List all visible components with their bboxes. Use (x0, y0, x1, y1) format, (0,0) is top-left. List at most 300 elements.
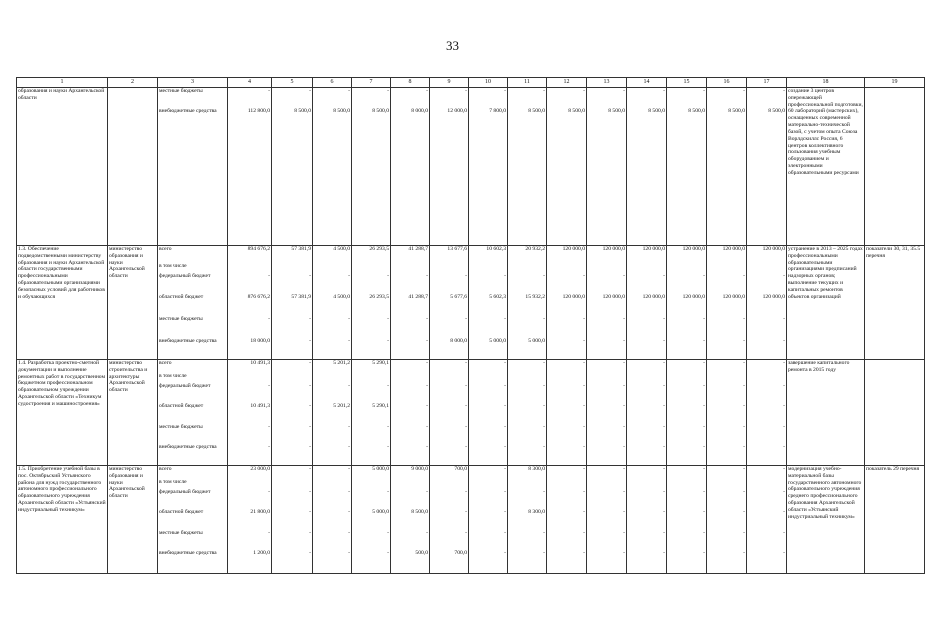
indicator-link-cell (865, 360, 925, 466)
amount-cell: - (587, 466, 627, 479)
amount-cell: - (627, 338, 667, 360)
amount-cell: 9 000,0 (391, 466, 430, 479)
amount-cell: - (587, 360, 627, 373)
column-header: 6 (313, 78, 352, 88)
amount-cell (667, 263, 707, 273)
amount-cell: - (352, 424, 391, 444)
amount-cell: - (272, 489, 313, 509)
amount-cell (587, 373, 627, 383)
amount-cell: - (667, 424, 707, 444)
amount-cell: - (508, 530, 547, 550)
amount-cell: - (587, 550, 627, 574)
amount-cell: 8 500,0 (707, 108, 747, 246)
amount-cell (547, 373, 587, 383)
amount-cell (272, 373, 313, 383)
funding-source-cell: местные бюджеты (158, 88, 228, 108)
amount-cell: - (747, 316, 787, 338)
amount-cell: - (547, 424, 587, 444)
amount-cell: - (747, 88, 787, 108)
amount-cell: - (352, 444, 391, 466)
amount-cell: 120 000,0 (547, 294, 587, 316)
amount-cell (228, 479, 272, 489)
amount-cell: - (747, 466, 787, 479)
funding-source-cell: внебюджетные средства (158, 444, 228, 466)
column-header: 13 (587, 78, 627, 88)
amount-cell (469, 479, 508, 489)
amount-cell: - (707, 316, 747, 338)
amount-cell: - (747, 424, 787, 444)
amount-cell: 120 000,0 (747, 246, 787, 263)
responsible-cell: министерство образования и науки Архангельской области (108, 466, 158, 574)
amount-cell: - (627, 316, 667, 338)
amount-cell: - (352, 273, 391, 294)
amount-cell: - (627, 444, 667, 466)
amount-cell: 120 000,0 (547, 246, 587, 263)
amount-cell: - (547, 316, 587, 338)
amount-cell: - (272, 383, 313, 403)
amount-cell: - (508, 88, 547, 108)
amount-cell: - (352, 383, 391, 403)
expected-result-cell: устранение в 2013 – 2025 годах профессиональными образовательными организациями предписаний надзорных органов; выполнение текущих и капитальных ремонтов объектов организаций (787, 246, 865, 360)
amount-cell (272, 263, 313, 273)
amount-cell: - (707, 530, 747, 550)
amount-cell (228, 263, 272, 273)
column-header: 18 (787, 78, 865, 88)
amount-cell: - (667, 403, 707, 424)
amount-cell (627, 479, 667, 489)
funding-source-cell: в том числе (158, 263, 228, 273)
amount-cell (508, 479, 547, 489)
amount-cell: - (707, 509, 747, 530)
table-row (17, 246, 925, 263)
amount-cell (272, 479, 313, 489)
amount-cell: - (228, 273, 272, 294)
amount-cell: - (430, 383, 469, 403)
amount-cell: 26 293,5 (352, 246, 391, 263)
amount-cell (391, 373, 430, 383)
amount-cell: - (667, 466, 707, 479)
amount-cell: - (508, 360, 547, 373)
amount-cell: - (391, 403, 430, 424)
amount-cell: 8 500,0 (547, 108, 587, 246)
amount-cell: 120 000,0 (707, 294, 747, 316)
amount-cell: 13 677,6 (430, 246, 469, 263)
amount-cell: - (627, 403, 667, 424)
amount-cell: 5 290,1 (352, 360, 391, 373)
amount-cell: 5 602,3 (469, 294, 508, 316)
amount-cell: 8 500,0 (587, 108, 627, 246)
column-header: 1 (17, 78, 108, 88)
amount-cell (667, 373, 707, 383)
amount-cell: - (272, 424, 313, 444)
amount-cell: - (469, 360, 508, 373)
funding-source-cell: внебюджетные средства (158, 108, 228, 246)
amount-cell: - (430, 273, 469, 294)
amount-cell: - (313, 466, 352, 479)
amount-cell: - (587, 424, 627, 444)
amount-cell: 120 000,0 (747, 294, 787, 316)
amount-cell: - (627, 550, 667, 574)
amount-cell (352, 263, 391, 273)
amount-cell (469, 263, 508, 273)
amount-cell: 5 000,0 (469, 338, 508, 360)
amount-cell: - (508, 383, 547, 403)
amount-cell: - (707, 444, 747, 466)
amount-cell: - (667, 550, 707, 574)
table-row (17, 360, 925, 373)
amount-cell: - (272, 316, 313, 338)
amount-cell: 20 932,2 (508, 246, 547, 263)
amount-cell: - (707, 360, 747, 373)
amount-cell: - (547, 466, 587, 479)
column-header: 10 (469, 78, 508, 88)
amount-cell: 500,0 (391, 550, 430, 574)
amount-cell: 23 000,0 (228, 466, 272, 479)
responsible-cell: министерство образования и науки Архангельской области (108, 246, 158, 360)
amount-cell: 876 676,2 (228, 294, 272, 316)
amount-cell: - (469, 403, 508, 424)
amount-cell: - (469, 466, 508, 479)
amount-cell: - (352, 316, 391, 338)
amount-cell: - (508, 316, 547, 338)
funding-source-cell: внебюджетные средства (158, 550, 228, 574)
amount-cell (313, 479, 352, 489)
amount-cell: 120 000,0 (707, 246, 747, 263)
amount-cell: 5 000,0 (508, 338, 547, 360)
amount-cell: 8 500,0 (627, 108, 667, 246)
amount-cell: - (547, 338, 587, 360)
amount-cell: 8 300,0 (508, 466, 547, 479)
amount-cell (469, 373, 508, 383)
amount-cell: 5 201,2 (313, 403, 352, 424)
amount-cell: - (547, 360, 587, 373)
amount-cell (391, 263, 430, 273)
amount-cell: 7 800,0 (469, 108, 508, 246)
funding-source-cell: в том числе (158, 479, 228, 489)
amount-cell: - (667, 509, 707, 530)
indicator-link-cell: показатели 30, 31, 35.5 перечня (865, 246, 925, 360)
amount-cell (352, 479, 391, 489)
amount-cell: 112 800,0 (228, 108, 272, 246)
amount-cell: - (391, 338, 430, 360)
amount-cell: 4 500,0 (313, 246, 352, 263)
amount-cell: - (391, 424, 430, 444)
amount-cell: - (313, 550, 352, 574)
amount-cell (747, 373, 787, 383)
amount-cell: - (707, 88, 747, 108)
amount-cell (430, 479, 469, 489)
amount-cell: - (228, 530, 272, 550)
amount-cell: 5 000,0 (352, 509, 391, 530)
amount-cell: - (469, 88, 508, 108)
amount-cell: - (272, 403, 313, 424)
amount-cell: 5 677,6 (430, 294, 469, 316)
amount-cell: - (313, 444, 352, 466)
amount-cell (707, 373, 747, 383)
amount-cell: - (469, 444, 508, 466)
amount-cell (430, 373, 469, 383)
amount-cell: - (627, 489, 667, 509)
amount-cell: - (313, 530, 352, 550)
amount-cell: - (547, 530, 587, 550)
funding-source-cell: областной бюджет (158, 509, 228, 530)
amount-cell: - (747, 550, 787, 574)
amount-cell: - (747, 403, 787, 424)
amount-cell: - (508, 489, 547, 509)
amount-cell: - (587, 338, 627, 360)
amount-cell: 120 000,0 (627, 246, 667, 263)
amount-cell: - (391, 88, 430, 108)
indicator-link-cell: показатель 29 перечня (865, 466, 925, 574)
amount-cell: - (228, 444, 272, 466)
funding-source-cell: внебюджетные средства (158, 338, 228, 360)
activity-name-cell: 1.5. Приобретение учебной базы в пос. Октябрьский Устьянского района для нужд государственного автономного профессионального образовательного учреждения Архангельской области «Устьянский индустриальный техникум» (17, 466, 108, 574)
amount-cell (430, 263, 469, 273)
amount-cell (747, 263, 787, 273)
amount-cell (667, 479, 707, 489)
amount-cell (313, 263, 352, 273)
amount-cell: - (391, 530, 430, 550)
table-row (17, 466, 925, 479)
amount-cell: - (627, 273, 667, 294)
amount-cell: - (547, 489, 587, 509)
amount-cell: - (707, 489, 747, 509)
funding-source-cell: областной бюджет (158, 294, 228, 316)
amount-cell: - (430, 403, 469, 424)
amount-cell: - (352, 489, 391, 509)
amount-cell: - (707, 273, 747, 294)
amount-cell: - (587, 530, 627, 550)
amount-cell: - (352, 530, 391, 550)
indicator-link-cell (865, 88, 925, 246)
funding-source-cell: местные бюджеты (158, 530, 228, 550)
amount-cell: - (469, 383, 508, 403)
amount-cell: - (391, 273, 430, 294)
amount-cell: - (627, 530, 667, 550)
column-header: 4 (228, 78, 272, 88)
column-header: 11 (508, 78, 547, 88)
amount-cell: - (469, 509, 508, 530)
funding-source-cell: федеральный бюджет (158, 489, 228, 509)
amount-cell: 8 500,0 (352, 108, 391, 246)
amount-cell: 10 491,3 (228, 403, 272, 424)
amount-cell: - (707, 424, 747, 444)
amount-cell (508, 263, 547, 273)
amount-cell: 8 500,0 (272, 108, 313, 246)
activity-name-cell: 1.3. Обеспечение подведомственными министерству образования и науки Архангельской области государственными профессиональными образовательными организациями безопасных условий для работников и обучающихся (17, 246, 108, 360)
column-number-row (17, 78, 925, 88)
column-header: 14 (627, 78, 667, 88)
amount-cell: - (430, 424, 469, 444)
amount-cell: - (667, 444, 707, 466)
amount-cell: - (547, 444, 587, 466)
amount-cell: - (430, 444, 469, 466)
amount-cell: 10 491,3 (228, 360, 272, 373)
amount-cell: - (391, 489, 430, 509)
amount-cell: 120 000,0 (667, 246, 707, 263)
column-header: 7 (352, 78, 391, 88)
amount-cell: - (228, 424, 272, 444)
amount-cell: - (272, 360, 313, 373)
column-header: 16 (707, 78, 747, 88)
column-header: 5 (272, 78, 313, 88)
expected-result-cell: создание 3 центров опережающей профессиональной подготовки, 60 лабораторий (мастерских), оснащенных современной материально-технической базой, с учетом опыта Союза Ворлдскиллс Россия, 6 центров коллективного пользования учебным оборудованием и электронными образовательными ресурсами (787, 88, 865, 246)
page-number: 33 (446, 38, 459, 53)
expected-result-cell: модернизация учебно-материальной базы государственного автономного образовательного учреждения среднего профессионального образования Архангельской области «Устьянский индустриальный техникум» (787, 466, 865, 574)
amount-cell: 21 800,0 (228, 509, 272, 530)
funding-source-cell: федеральный бюджет (158, 383, 228, 403)
amount-cell: - (547, 403, 587, 424)
amount-cell: - (508, 550, 547, 574)
amount-cell: - (469, 530, 508, 550)
funding-source-cell: местные бюджеты (158, 316, 228, 338)
amount-cell: 5 201,2 (313, 360, 352, 373)
amount-cell (707, 263, 747, 273)
amount-cell: - (667, 383, 707, 403)
responsible-cell (108, 88, 158, 246)
amount-cell: 26 293,5 (352, 294, 391, 316)
expected-result-cell: завершение капитального ремонта в 2015 году (787, 360, 865, 466)
amount-cell: - (627, 88, 667, 108)
amount-cell: - (747, 489, 787, 509)
amount-cell: - (508, 403, 547, 424)
amount-cell: - (587, 383, 627, 403)
funding-source-cell: всего (158, 360, 228, 373)
amount-cell: - (228, 383, 272, 403)
amount-cell: 41 288,7 (391, 294, 430, 316)
amount-cell: - (667, 273, 707, 294)
amount-cell: - (627, 509, 667, 530)
amount-cell: - (430, 360, 469, 373)
amount-cell (587, 263, 627, 273)
amount-cell: - (667, 316, 707, 338)
amount-cell: - (391, 383, 430, 403)
amount-cell: - (228, 88, 272, 108)
amount-cell: - (747, 444, 787, 466)
amount-cell: - (430, 489, 469, 509)
amount-cell: - (313, 273, 352, 294)
activity-name-cell: 1.4. Разработка проектно-сметной документации и выполнение ремонтных работ в государственном бюджетном профессиональном образовательном учреждении Архангельской области «Техникум судостроения и машиностроения» (17, 360, 108, 466)
column-header: 3 (158, 78, 228, 88)
amount-cell: - (352, 338, 391, 360)
amount-cell: - (352, 550, 391, 574)
amount-cell: - (747, 530, 787, 550)
amount-cell: - (272, 273, 313, 294)
amount-cell: - (587, 509, 627, 530)
amount-cell: 8 000,0 (391, 108, 430, 246)
amount-cell: - (667, 338, 707, 360)
funding-source-cell: в том числе (158, 373, 228, 383)
amount-cell: - (313, 424, 352, 444)
amount-cell: - (313, 509, 352, 530)
amount-cell: - (313, 88, 352, 108)
amount-cell: - (469, 550, 508, 574)
amount-cell: 8 500,0 (747, 108, 787, 246)
amount-cell: 57 381,9 (272, 294, 313, 316)
activity-name-cell: образования и науки Архангельской области (17, 88, 108, 246)
amount-cell: - (587, 88, 627, 108)
amount-cell: - (272, 444, 313, 466)
column-header: 8 (391, 78, 430, 88)
amount-cell (747, 479, 787, 489)
amount-cell: 1 200,0 (228, 550, 272, 574)
funding-source-cell: федеральный бюджет (158, 273, 228, 294)
amount-cell: - (627, 466, 667, 479)
amount-cell: - (430, 509, 469, 530)
amount-cell (627, 263, 667, 273)
amount-cell: - (313, 338, 352, 360)
amount-cell: - (272, 338, 313, 360)
amount-cell: - (627, 360, 667, 373)
amount-cell: - (272, 509, 313, 530)
table-row (17, 88, 925, 108)
amount-cell: - (707, 338, 747, 360)
amount-cell: 57 381,9 (272, 246, 313, 263)
amount-cell: 120 000,0 (587, 246, 627, 263)
amount-cell: - (707, 403, 747, 424)
amount-cell (313, 373, 352, 383)
amount-cell: - (430, 530, 469, 550)
amount-cell: - (430, 88, 469, 108)
amount-cell: - (667, 530, 707, 550)
amount-cell: - (587, 403, 627, 424)
amount-cell: - (587, 316, 627, 338)
amount-cell: 5 290,1 (352, 403, 391, 424)
amount-cell: - (587, 273, 627, 294)
amount-cell: - (469, 424, 508, 444)
amount-cell: - (747, 509, 787, 530)
program-activities-table (16, 77, 925, 574)
amount-cell: - (707, 550, 747, 574)
amount-cell (391, 479, 430, 489)
column-header: 17 (747, 78, 787, 88)
amount-cell: - (508, 444, 547, 466)
amount-cell: - (469, 316, 508, 338)
amount-cell: - (272, 88, 313, 108)
amount-cell: - (627, 424, 667, 444)
amount-cell (547, 479, 587, 489)
amount-cell: 8 000,0 (430, 338, 469, 360)
amount-cell (587, 479, 627, 489)
amount-cell: - (228, 316, 272, 338)
amount-cell: - (747, 338, 787, 360)
amount-cell: - (547, 273, 587, 294)
amount-cell: - (508, 273, 547, 294)
amount-cell: 8 500,0 (391, 509, 430, 530)
funding-source-cell: местные бюджеты (158, 424, 228, 444)
column-header: 19 (865, 78, 925, 88)
amount-cell: - (313, 489, 352, 509)
amount-cell: 12 000,0 (430, 108, 469, 246)
amount-cell: - (469, 489, 508, 509)
amount-cell: 700,0 (430, 550, 469, 574)
amount-cell: - (747, 273, 787, 294)
amount-cell: 10 602,3 (469, 246, 508, 263)
amount-cell: 120 000,0 (627, 294, 667, 316)
amount-cell: - (667, 489, 707, 509)
column-header: 15 (667, 78, 707, 88)
amount-cell: 700,0 (430, 466, 469, 479)
funding-source-cell: всего (158, 466, 228, 479)
amount-cell: - (627, 383, 667, 403)
amount-cell: 894 676,2 (228, 246, 272, 263)
amount-cell: - (667, 88, 707, 108)
amount-cell (508, 373, 547, 383)
amount-cell: - (587, 489, 627, 509)
amount-cell: - (547, 88, 587, 108)
amount-cell: 8 500,0 (508, 108, 547, 246)
amount-cell: - (228, 489, 272, 509)
